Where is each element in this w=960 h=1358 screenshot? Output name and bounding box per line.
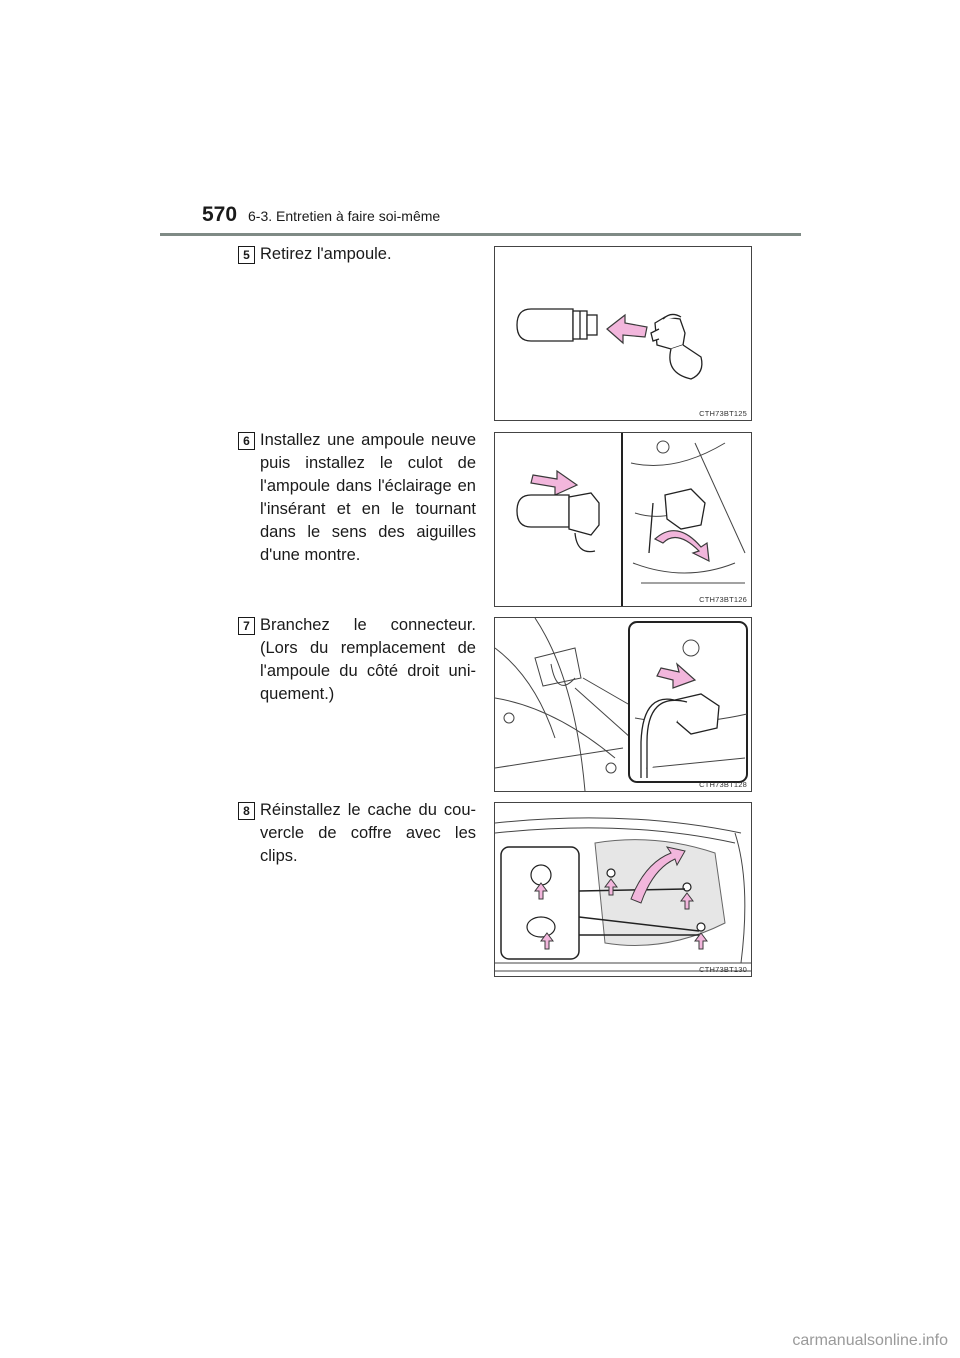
figure-code: CTH73BT130 — [699, 965, 747, 974]
step-number-badge: 7 — [238, 617, 255, 635]
illustration-connect-connector — [494, 617, 752, 792]
step-instruction: Installez une ampoule neuve puis installez le culot de l'ampoule dans l'éclairage en l'insérant et en le tournant dans le sens des aiguilles d'une montre. — [260, 431, 476, 564]
step-instruction: Réinstallez le cache du cou-vercle de coffre avec les clips. — [260, 801, 476, 865]
section-title: 6-3. Entretien à faire soi-même — [248, 208, 441, 224]
figure-code: CTH73BT128 — [699, 780, 747, 789]
step-instruction: Branchez le connecteur. (Lors du remplacement de l'ampoule du côté droit uni-quement.) — [260, 616, 476, 703]
figure-code: CTH73BT125 — [699, 409, 747, 418]
footer-watermark: carmanualsonline.info — [792, 1332, 948, 1349]
illustration-trunk-cover-clips — [494, 802, 752, 977]
figure-code: CTH73BT126 — [699, 595, 747, 604]
step-number-badge: 5 — [238, 246, 255, 264]
step-number-badge: 8 — [238, 802, 255, 820]
header-divider — [160, 233, 801, 236]
page-number: 570 — [202, 203, 238, 226]
illustration-remove-bulb — [494, 246, 752, 421]
step-instruction: Retirez l'ampoule. — [260, 245, 392, 263]
illustration-install-bulb — [494, 432, 752, 607]
step-number-badge: 6 — [238, 432, 255, 450]
